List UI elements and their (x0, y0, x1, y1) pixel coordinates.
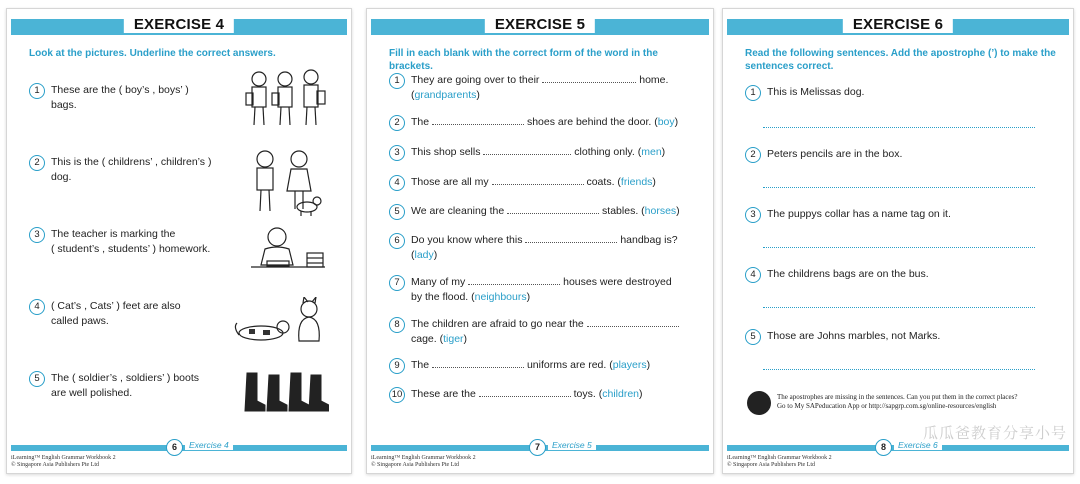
app-badge-icon (747, 391, 771, 415)
publisher-info: iLearning™ English Grammar Workbook 2 © Singapore Asia Publishers Pte Ltd (371, 455, 476, 468)
question-number: 1 (29, 83, 45, 99)
question-number: 2 (29, 155, 45, 171)
question-5: 5 The ( soldier’s , soldiers’ ) boots are well polished. (29, 371, 199, 401)
publisher-info: iLearning™ English Grammar Workbook 2 © Singapore Asia Publishers Pte Ltd (11, 455, 116, 468)
page-footer (371, 440, 709, 452)
answer-line[interactable] (763, 247, 1035, 248)
question-3: 3 This shop sells clothing only. (men) (389, 145, 665, 160)
children-dog-illustration (247, 147, 325, 219)
title-banner (11, 16, 347, 35)
question-number: 6 (389, 233, 405, 249)
question-number: 2 (389, 115, 405, 131)
instruction: Read the following sentences. Add the apostrophe (’) to make the sentences correct. (745, 48, 1056, 72)
answer-blank[interactable] (432, 115, 524, 125)
question-1: 1 These are the ( boy’s , boys’ ) bags. (29, 83, 189, 113)
question-number: 3 (745, 207, 761, 223)
word-hint: neighbours (474, 291, 527, 303)
word-hint: men (641, 146, 662, 158)
word-hint: tiger (443, 333, 464, 345)
question-8: 8 The children are afraid to go near the cage. (tiger) (389, 317, 699, 347)
page-footer (11, 440, 347, 452)
page-title: EXERCISE 4 (124, 16, 234, 33)
exercise-6-page (722, 8, 1074, 474)
question-2: 2 This is the ( childrens’ , children’s ) dog. (29, 155, 211, 185)
question-number: 9 (389, 358, 405, 374)
boys-illustration (243, 67, 329, 131)
question-4: 4 The childrens bags are on the bus. (745, 267, 929, 282)
instruction: Look at the pictures. Underline the correct answers. (29, 48, 276, 59)
answer-line[interactable] (763, 307, 1035, 308)
teacher-illustration (247, 225, 329, 279)
answer-blank[interactable] (483, 145, 571, 155)
footer-label: Exercise 6 (894, 440, 942, 450)
question-number: 3 (29, 227, 45, 243)
note-link[interactable]: Go to My SAPeducation App or http://sapgrp.com.sg/online-resources/english (777, 402, 997, 410)
question-number: 8 (389, 317, 405, 333)
word-hint: grandparents (414, 89, 477, 101)
page-footer (727, 440, 1069, 452)
question-number: 7 (389, 275, 405, 291)
page-title: EXERCISE 5 (485, 16, 595, 33)
question-number: 3 (389, 145, 405, 161)
question-2: 2 The shoes are behind the door. (boy) (389, 115, 678, 130)
instruction: Fill in each blank with the correct form of the word in the brackets. (389, 48, 658, 72)
question-number: 5 (29, 371, 45, 387)
answer-line[interactable] (763, 127, 1035, 128)
footer-label: Exercise 5 (548, 440, 596, 450)
question-7: 7 Many of my houses were destroyed by the flood. (neighbours) (389, 275, 699, 305)
answer-blank[interactable] (432, 358, 524, 368)
answer-blank[interactable] (542, 73, 636, 83)
note-text: The apostrophes are missing in the sentences. Can you put them in the correct places? (777, 393, 1018, 401)
question-9: 9 The uniforms are red. (players) (389, 358, 650, 373)
watermark: 瓜瓜爸教育分享小号 (922, 425, 1067, 442)
question-6: 6 Do you know where this handbag is? (lady) (389, 233, 699, 263)
word-hint: horses (644, 205, 677, 217)
title-banner (727, 16, 1069, 35)
question-3: 3 The puppys collar has a name tag on it. (745, 207, 951, 222)
question-number: 5 (389, 204, 405, 220)
boots-illustration (243, 371, 329, 415)
exercise-5-page (366, 8, 714, 474)
word-hint: players (612, 359, 647, 371)
question-4: 4 ( Cat’s , Cats’ ) feet are also called paws. (29, 299, 181, 329)
footer-label: Exercise 4 (185, 440, 233, 450)
title-banner (371, 16, 709, 35)
page-title: EXERCISE 6 (843, 16, 953, 33)
question-number: 4 (745, 267, 761, 283)
question-number: 4 (29, 299, 45, 315)
question-1: 1 This is Melissas dog. (745, 85, 864, 100)
answer-blank[interactable] (468, 275, 560, 285)
answer-blank[interactable] (492, 175, 584, 185)
question-5: 5 Those are Johns marbles, not Marks. (745, 329, 940, 344)
question-3: 3 The teacher is marking the ( student’s , students’ ) homework. (29, 227, 210, 257)
publisher-info: iLearning™ English Grammar Workbook 2 © Singapore Asia Publishers Pte Ltd (727, 455, 832, 468)
cats-illustration (233, 297, 329, 347)
question-5: 5 We are cleaning the stables. (horses) (389, 204, 680, 219)
word-hint: friends (620, 176, 653, 188)
question-number: 1 (745, 85, 761, 101)
question-2: 2 Peters pencils are in the box. (745, 147, 902, 162)
page-number: 7 (529, 439, 546, 456)
exercise-4-page (6, 8, 352, 474)
word-hint: lady (414, 249, 434, 261)
question-number: 2 (745, 147, 761, 163)
answer-blank[interactable] (587, 317, 679, 327)
answer-blank[interactable] (525, 233, 617, 243)
answer-line[interactable] (763, 187, 1035, 188)
app-note (747, 391, 1053, 419)
word-hint: boy (657, 116, 675, 128)
question-number: 10 (389, 387, 405, 403)
answer-blank[interactable] (479, 387, 571, 397)
question-number: 4 (389, 175, 405, 191)
page-number: 8 (875, 439, 892, 456)
question-number: 5 (745, 329, 761, 345)
question-number: 1 (389, 73, 405, 89)
word-hint: children (602, 388, 640, 400)
question-10: 10 These are the toys. (children) (389, 387, 643, 402)
page-number: 6 (166, 439, 183, 456)
answer-line[interactable] (763, 369, 1035, 370)
question-4: 4 Those are all my coats. (friends) (389, 175, 656, 190)
question-1: 1 They are going over to their home. (grandparents) (389, 73, 699, 103)
answer-blank[interactable] (507, 204, 599, 214)
